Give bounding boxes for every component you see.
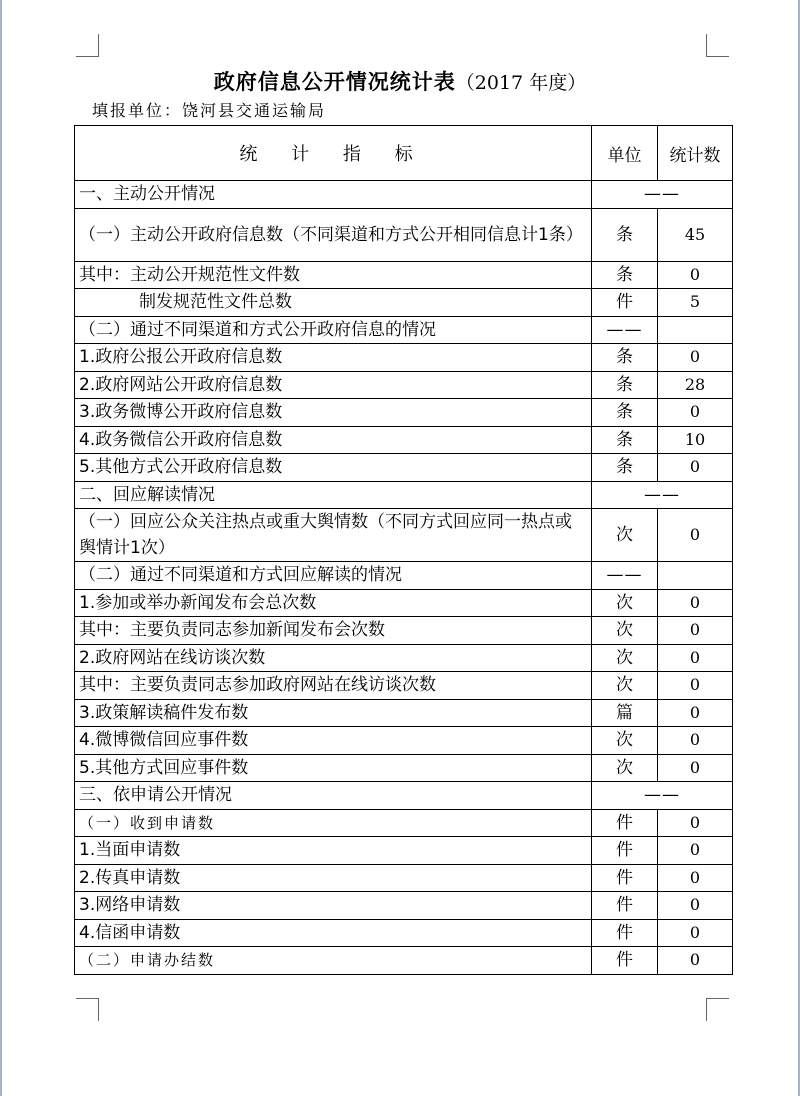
- row-label: （二）通过不同渠道和方式回应解读的情况: [75, 562, 592, 590]
- row-value: 0: [658, 617, 733, 645]
- row-label: 其中：主要负责同志参加政府网站在线访谈次数: [75, 672, 592, 700]
- row-value: ——: [592, 481, 733, 509]
- title-year: （2017 年度）: [455, 72, 587, 94]
- row-unit: 次: [592, 644, 658, 672]
- row-value: 0: [658, 344, 733, 372]
- table-row: [75, 672, 733, 700]
- row-unit: 件: [592, 892, 658, 920]
- row-value: 45: [658, 208, 733, 261]
- row-unit: 条: [592, 344, 658, 372]
- row-unit: 件: [592, 289, 658, 317]
- row-value: [658, 316, 733, 344]
- table-row: [75, 426, 733, 454]
- title-main: 政府信息公开情况统计表: [213, 70, 456, 94]
- row-value: 0: [658, 837, 733, 865]
- row-label: 4.信函申请数: [75, 919, 592, 947]
- row-value: 0: [658, 509, 733, 562]
- crop-mark-top-right: [706, 34, 729, 57]
- row-unit: 次: [592, 727, 658, 755]
- row-label: （二）通过不同渠道和方式公开政府信息的情况: [75, 316, 592, 344]
- row-unit: 次: [592, 672, 658, 700]
- row-value: [658, 562, 733, 590]
- document-title: [0, 66, 800, 96]
- row-unit: ——: [592, 316, 658, 344]
- row-value: 5: [658, 289, 733, 317]
- row-unit: 件: [592, 947, 658, 975]
- table-row: [75, 947, 733, 975]
- table-row: [75, 864, 733, 892]
- row-unit: 件: [592, 837, 658, 865]
- table-row: [75, 919, 733, 947]
- table-row: [75, 754, 733, 782]
- row-unit: 次: [592, 617, 658, 645]
- row-value: 0: [658, 864, 733, 892]
- row-label: 三、依申请公开情况: [75, 782, 592, 810]
- filler-unit: 填报单位：饶河县交通运输局: [92, 101, 327, 120]
- table-row: [75, 727, 733, 755]
- row-label: （一）回应公众关注热点或重大舆情数（不同方式回应同一热点或舆情计1次）: [75, 509, 592, 562]
- table-row: [75, 699, 733, 727]
- row-unit: 条: [592, 454, 658, 482]
- table-row: [75, 892, 733, 920]
- row-value: ——: [592, 782, 733, 810]
- row-value: 0: [658, 892, 733, 920]
- row-label: （一）主动公开政府信息数（不同渠道和方式公开相同信息计1条）: [75, 208, 592, 261]
- row-value: 0: [658, 809, 733, 837]
- row-unit: 条: [592, 371, 658, 399]
- row-value: 0: [658, 672, 733, 700]
- row-unit: 件: [592, 919, 658, 947]
- row-value: 0: [658, 754, 733, 782]
- row-value: 0: [658, 727, 733, 755]
- table-row: [75, 809, 733, 837]
- row-label: 2.传真申请数: [75, 864, 592, 892]
- row-label: 一、主动公开情况: [75, 181, 592, 209]
- row-value: 0: [658, 919, 733, 947]
- row-label: 1.参加或举办新闻发布会总次数: [75, 589, 592, 617]
- row-unit: ——: [592, 562, 658, 590]
- table-row: [75, 589, 733, 617]
- table-row: [75, 344, 733, 372]
- crop-mark-bottom-right: [706, 998, 729, 1021]
- row-value: ——: [592, 181, 733, 209]
- row-label: 2.政府网站在线访谈次数: [75, 644, 592, 672]
- row-value: 0: [658, 699, 733, 727]
- row-label: 3.网络申请数: [75, 892, 592, 920]
- table-row: [75, 562, 733, 590]
- row-unit: 件: [592, 809, 658, 837]
- table-row: [75, 644, 733, 672]
- table-row: [75, 208, 733, 261]
- row-value: 10: [658, 426, 733, 454]
- row-value: 28: [658, 371, 733, 399]
- row-label: 3.政务微博公开政府信息数: [75, 399, 592, 427]
- row-unit: 次: [592, 509, 658, 562]
- table-row: [75, 371, 733, 399]
- row-unit: 条: [592, 208, 658, 261]
- table-row: [75, 181, 733, 209]
- row-unit: 条: [592, 399, 658, 427]
- table-row: [75, 399, 733, 427]
- row-label: 4.微博微信回应事件数: [75, 727, 592, 755]
- row-unit: 次: [592, 589, 658, 617]
- table-row: [75, 782, 733, 810]
- row-value: 0: [658, 261, 733, 289]
- row-label: （二）申请办结数: [75, 947, 592, 975]
- row-label: 二、回应解读情况: [75, 481, 592, 509]
- row-label: 制发规范性文件总数: [75, 289, 592, 317]
- row-value: 0: [658, 589, 733, 617]
- row-value: 0: [658, 644, 733, 672]
- row-label: 其中：主要负责同志参加新闻发布会次数: [75, 617, 592, 645]
- row-unit: 次: [592, 754, 658, 782]
- table-row: [75, 617, 733, 645]
- table-row: [75, 261, 733, 289]
- row-label: 1.政府公报公开政府信息数: [75, 344, 592, 372]
- row-value: 0: [658, 454, 733, 482]
- header-indicator: 统 计 指 标: [75, 126, 592, 181]
- row-value: 0: [658, 399, 733, 427]
- table-row: [75, 316, 733, 344]
- header-count: 统计数: [658, 126, 733, 181]
- table-row: [75, 454, 733, 482]
- row-unit: 篇: [592, 699, 658, 727]
- table-row: [75, 509, 733, 562]
- statistics-table: [74, 125, 733, 975]
- crop-mark-bottom-left: [76, 998, 99, 1021]
- row-label: 1.当面申请数: [75, 837, 592, 865]
- row-label: 2.政府网站公开政府信息数: [75, 371, 592, 399]
- row-unit: 件: [592, 864, 658, 892]
- row-label: （一）收到申请数: [75, 809, 592, 837]
- table-row: [75, 289, 733, 317]
- header-unit: 单位: [592, 126, 658, 181]
- row-value: 0: [658, 947, 733, 975]
- row-unit: 条: [592, 426, 658, 454]
- row-label: 4.政务微信公开政府信息数: [75, 426, 592, 454]
- row-unit: 条: [592, 261, 658, 289]
- row-label: 3.政策解读稿件发布数: [75, 699, 592, 727]
- table-row: [75, 481, 733, 509]
- table-header-row: [75, 126, 733, 181]
- row-label: 5.其他方式回应事件数: [75, 754, 592, 782]
- row-label: 5.其他方式公开政府信息数: [75, 454, 592, 482]
- row-label: 其中：主动公开规范性文件数: [75, 261, 592, 289]
- table-row: [75, 837, 733, 865]
- crop-mark-top-left: [76, 34, 99, 57]
